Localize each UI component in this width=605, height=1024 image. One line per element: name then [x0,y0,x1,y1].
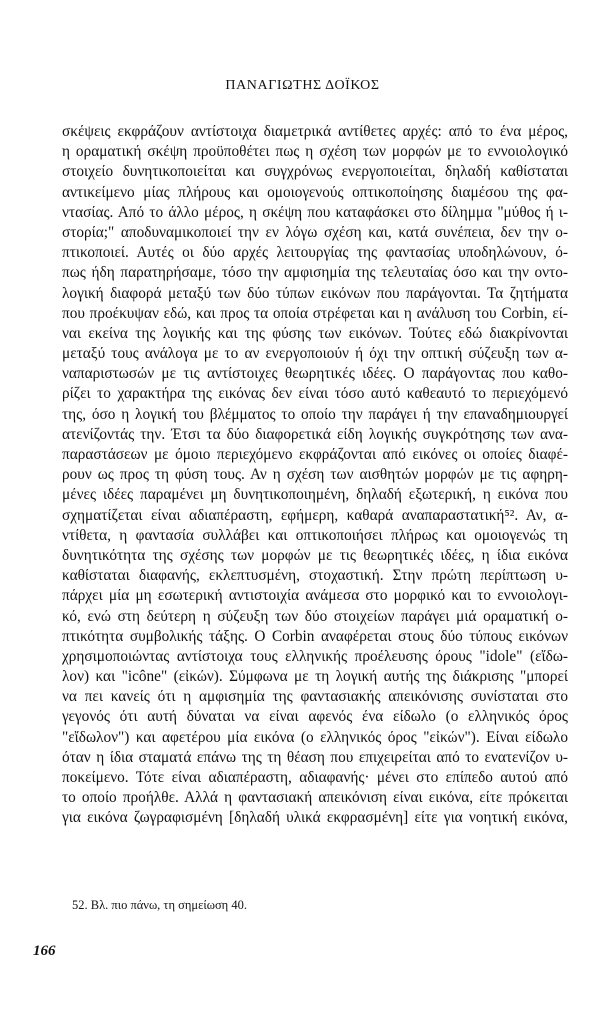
body-line: να πει κανείς ότι η αμφισημία της φαντασιακής απεικόνισης συνίσταται στο [62,688,568,706]
body-line: ντίθετα, η φαντασία συλλάβει και οπτικοποιήσει πλήρως και ομοιογενώς τη [62,526,568,544]
body-line: ρίζει το χαρακτήρα της εικόνας δεν είναι τόσο αυτό καθεαυτό το περιεχόμενό [62,385,568,403]
body-line: που προέκυψαν εδώ, και προς τα οποία στρέφεται και η ανάλυση του Corbin, εί- [62,304,568,322]
body-line: πτικοποιεί. Αυτές οι δύο αρχές λειτουργίας της φαντασίας υποδηλώνουν, ό- [62,244,568,262]
body-line: ποκείμενο. Τότε είναι αδιαπέραστη, αδιαφανής· μένει στο επίπεδο αυτού από [62,769,568,786]
body-line: μεταξύ τους ανάλογα με το αν ενεργοποιούν ή όχι την οπτική σύζευξη των α- [62,345,568,363]
body-line: για εικόνα ζωγραφισμένη [δηλαδή υλικά εκφρασμένη] είτε για νοητική εικόνα, [62,809,568,827]
body-line: στοιχείο δυνητικοποιείται και συγχρόνως ενεργοποιείται, δηλαδή καθίσταται [62,163,568,181]
body-line: της, όσο η λογική του βλέμματος το οποίο την παράγει ή την επαναδημιουργεί [62,405,568,423]
body-line: καθίσταται διαφανής, εκλεπτυσμένη, στοχαστική. Στην πρώτη περίπτωση υ- [62,567,568,585]
body-line: ναι εκείνα της λογικής και της φύσης των εικόνων. Τούτες εδώ διακρίνονται [62,324,568,342]
body-line: αντικείμενο μίας πλήρους και ομοιογενούς οπτικοποίησης διαμέσου της φα- [62,183,568,201]
body-line: πάρχει μία μη εσωτερική αντιστοιχία ανάμεσα στο μορφικό και το εννοιολογι- [62,587,568,605]
body-line: δυνητικότητα της σχέσης των μορφών με τις θεωρητικές ιδέες, η ίδια εικόνα [62,546,568,564]
body-line: σχηματίζεται είναι αδιαπέραστη, εφήμερη, καθαρά αναπαραστατική⁵². Αν, α- [62,506,568,524]
footnote: 52. Βλ. πιο πάνω, τη σημείωση 40. [72,898,247,912]
body-line: μένες ιδέες παραμένει μη δυνητικοποιημένη, δηλαδή εξωτερική, η εικόνα που [62,486,568,504]
body-line: λογική διαφορά μεταξύ των δύο τύπων εικόνων που παράγονται. Τα ζητήματα [62,284,568,302]
body-line: γεγονός ότι αυτή δύναται να είναι αφενός ένα είδωλο (ο ελληνικός όρος [62,708,568,726]
body-line: ντασίας. Από το άλλο μέρος, η σκέψη που καταφάσκει στο δίλημμα "μύθος ή ι- [62,203,568,221]
body-line: πως ήδη παρατηρήσαμε, τόσο την αμφισημία της τελευταίας όσο και την οντο- [62,264,568,282]
body-line: λον) και "icône" (εἰκών). Σύμφωνα με τη λογική αυτής της διάκρισης "μπορεί [62,668,568,686]
body-line: "εἴδωλον") και αφετέρου μία εικόνα (ο ελληνικός όρος "εἰκών"). Είναι είδωλο [62,728,568,746]
body-line: χρησιμοποιώντας αντίστοιχα τους ελληνικής προέλευσης όρους "idole" (εἴδω- [62,647,568,665]
page-number: 166 [33,943,56,959]
body-line: η οραματική σκέψη προϋποθέτει πως η σχέση των μορφών με το εννοιολογικό [62,143,568,161]
body-line: όταν η ίδια σταματά επάνω της τη θέαση που επιχειρείται από το ενατενίζον υ- [62,748,568,766]
body-line: στορία;" αποδυναμικοποιεί την εν λόγω σχέση και, κατά συνέπεια, δεν την ο- [62,223,568,241]
running-head: ΠΑΝΑΓΙΩΤΗΣ ΔΟΪΚΟΣ [225,78,380,93]
body-line: ατενίζοντάς την. Έτσι τα δύο διαφορετικά είδη λογικής συγκρότησης των ανα- [62,425,568,443]
body-line: κό, ενώ στη δεύτερη η σύζευξη των δύο στοιχείων παράγει μιά οραματική ο- [62,607,568,625]
body-text [62,122,568,829]
body-line: παραστάσεων με όμοιο περιεχόμενο εκφράζονται από εικόνες οι οποίες διαφέ- [62,446,568,463]
body-line: ναπαριστωσών με τις αντίστοιχες θεωρητικές ιδέες. Ο παράγοντας που καθο- [62,365,568,383]
body-line: το οποίο προήλθε. Αλλά η φαντασιακή απεικόνιση είναι εικόνα, είτε πρόκειται [62,789,568,807]
body-line: σκέψεις εκφράζουν αντίστοιχα διαμετρικά αντίθετες αρχές: από το ένα μέρος, [62,123,568,140]
body-line: πτικότητα συμβολικής τάξης. Ο Corbin αναφέρεται στους δύο τύπους εικόνων [62,627,568,645]
body-line: ρουν ως προς τη φύση τους. Αν η σχέση των αισθητών μορφών με τις αφηρη- [62,466,568,484]
